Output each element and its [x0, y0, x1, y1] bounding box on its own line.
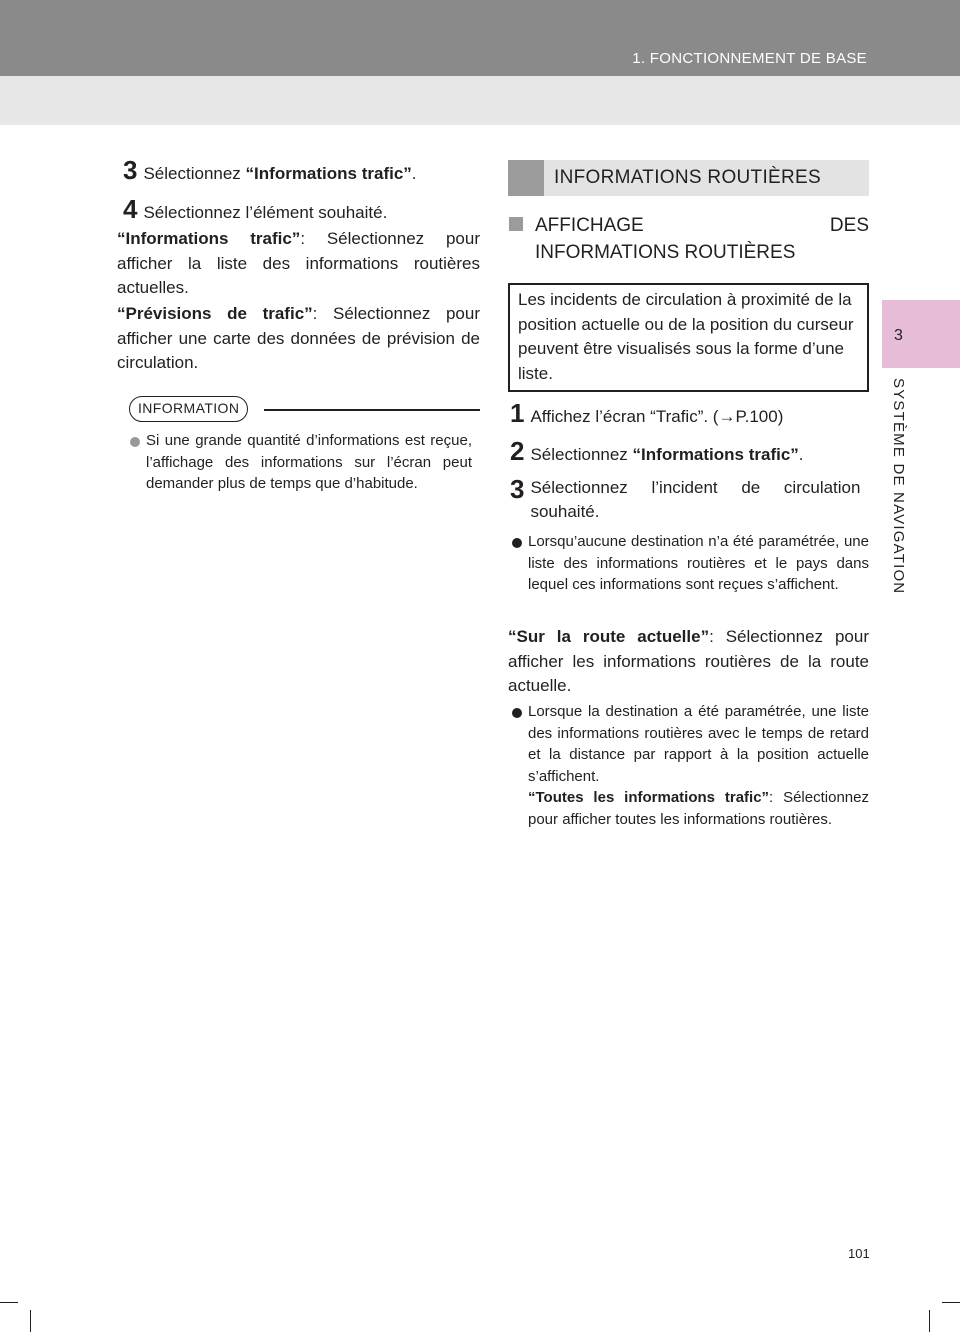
info-divider — [264, 409, 480, 411]
section-heading: INFORMATIONS ROUTIÈRES — [508, 160, 869, 196]
step-2: 2 Sélectionnez “Informations trafic”. — [510, 436, 804, 466]
step-3: 3 Sélectionnez “Informations trafic”. — [123, 155, 417, 185]
chapter-number: 3 — [894, 327, 903, 344]
chapter-side-label: SYSTÈME DE NAVIGATION — [890, 378, 907, 595]
step-4: 4 Sélectionnez l’élément souhaité. — [123, 194, 388, 224]
definition-informations-trafic: “Informations trafic”: Sélectionnez pour afficher la liste des informations routières actuelles. — [117, 229, 480, 297]
definition-route-actuelle: “Sur la route actuelle”: Sélectionnez pour afficher les informations routières de la route actuelle. — [508, 627, 869, 695]
crop-mark — [942, 1302, 960, 1303]
crop-mark — [0, 1302, 18, 1303]
chapter-title: 1. FONCTIONNEMENT DE BASE — [632, 50, 867, 67]
intro-box: Les incidents de circulation à proximité de la position actuelle ou de la position du curseur peuvent être visualisés sous la forme d’une liste. — [508, 283, 869, 392]
step-3-right: 3 Sélectionnez l’incident de circulation souhaité. — [510, 474, 861, 521]
bullet-text-2: Lorsque la destination a été paramétrée, une liste des informations routières avec le temps de retard et la distance par rapport à la position actuelle s’affichent. “Toutes les informations trafic”: Sélectionnez pour afficher toutes les informations routières. — [528, 703, 869, 828]
crop-mark — [929, 1310, 930, 1332]
info-label: INFORMATION — [129, 396, 248, 422]
bullet-icon — [512, 708, 522, 718]
crop-mark — [30, 1310, 31, 1332]
info-text: Si une grande quantité d’informations est reçue, l’affichage des informations sur l’écran peut demander plus de temps que d’habitude. — [146, 432, 472, 492]
page-number: 101 — [848, 1246, 870, 1261]
bullet-icon — [512, 538, 522, 548]
heading-square-icon — [508, 160, 544, 196]
step-1: 1 Affichez l’écran “Trafic”. (→P.100) — [510, 398, 784, 428]
definition-previsions-trafic: “Prévisions de trafic”: Sélectionnez pour afficher une carte des données de prévision de circulation. — [117, 304, 480, 372]
bullet-text-1: Lorsqu’aucune destination n’a été paramétrée, une liste des informations routières et le pays dans lequel ces informations sont reçues s’affichent. — [528, 533, 869, 593]
sub-heading: AFFICHAGE DES INFORMATIONS ROUTIÈRES — [535, 215, 869, 263]
subheading-square-icon — [509, 217, 523, 231]
bullet-icon — [130, 437, 140, 447]
